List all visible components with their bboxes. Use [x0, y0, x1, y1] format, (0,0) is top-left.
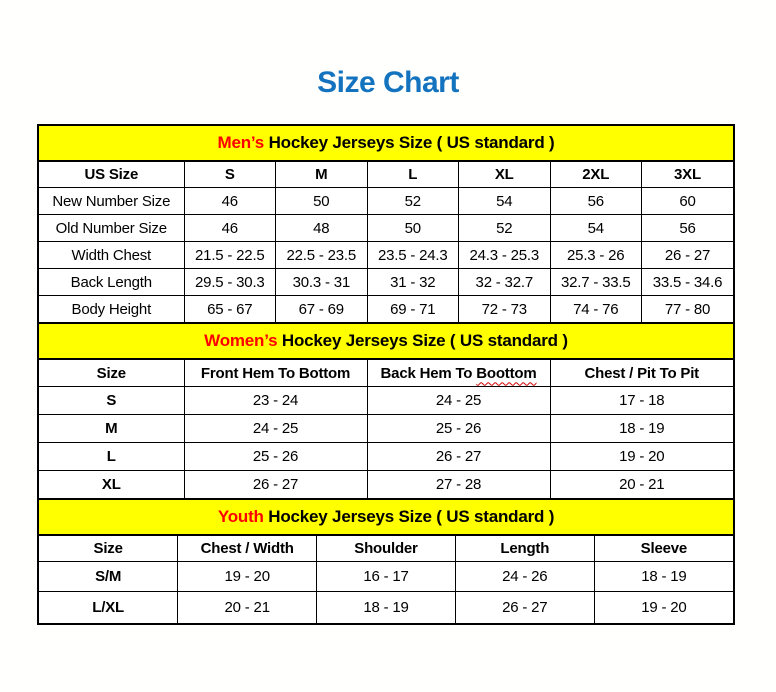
size-value: 54	[459, 188, 550, 215]
size-value: 18 - 19	[317, 592, 456, 624]
size-value: 25.3 - 26	[550, 242, 641, 269]
youth-table-header	[39, 536, 733, 562]
size-value: 21.5 - 22.5	[184, 242, 275, 269]
mens-size-table	[39, 162, 733, 322]
row-label: New Number Size	[39, 188, 184, 215]
mens-banner-highlight: Men’s	[217, 133, 265, 152]
header-row	[39, 162, 733, 188]
column-header: Chest / Width	[178, 536, 317, 562]
size-value: 48	[276, 215, 367, 242]
misspelled-word: Boottom	[476, 364, 537, 382]
size-value: 60	[641, 188, 733, 215]
size-value: 52	[459, 215, 550, 242]
size-value: 69 - 71	[367, 296, 458, 323]
header-row	[39, 536, 733, 562]
column-header: Size	[39, 536, 178, 562]
youth-table-body	[39, 562, 733, 624]
size-value: 24 - 25	[367, 387, 550, 415]
size-value: 24 - 26	[455, 562, 594, 592]
size-value: 26 - 27	[641, 242, 733, 269]
size-value: 33.5 - 34.6	[641, 269, 733, 296]
size-value: 65 - 67	[184, 296, 275, 323]
size-value: 46	[184, 188, 275, 215]
youth-table-banner	[39, 498, 733, 536]
size-value: 74 - 76	[550, 296, 641, 323]
size-value: 77 - 80	[641, 296, 733, 323]
size-value: 17 - 18	[550, 387, 733, 415]
size-value: 72 - 73	[459, 296, 550, 323]
size-value: 24 - 25	[184, 415, 367, 443]
table-row	[39, 592, 733, 624]
column-header: Chest / Pit To Pit	[550, 360, 733, 387]
size-value: 19 - 20	[550, 443, 733, 471]
size-value: 25 - 26	[184, 443, 367, 471]
size-value: 20 - 21	[178, 592, 317, 624]
column-header: L	[367, 162, 458, 188]
column-header: US Size	[39, 162, 184, 188]
page-title: Size Chart	[317, 66, 459, 99]
youth-banner-highlight: Youth	[217, 507, 264, 526]
womens-table-body	[39, 387, 733, 499]
column-header: Front Hem To Bottom	[184, 360, 367, 387]
row-label: Body Height	[39, 296, 184, 323]
size-value: 31 - 32	[367, 269, 458, 296]
youth-size-table	[39, 536, 733, 623]
row-label: Width Chest	[39, 242, 184, 269]
row-label: Back Length	[39, 269, 184, 296]
table-row	[39, 269, 733, 296]
table-row	[39, 188, 733, 215]
size-value: 50	[276, 188, 367, 215]
womens-size-section	[39, 322, 733, 498]
size-value: 26 - 27	[184, 471, 367, 499]
size-value: 67 - 69	[276, 296, 367, 323]
size-value: 26 - 27	[367, 443, 550, 471]
column-header: Sleeve	[594, 536, 733, 562]
table-row	[39, 415, 733, 443]
size-value: 18 - 19	[594, 562, 733, 592]
youth-banner-text: Hockey Jerseys Size ( US standard )	[263, 507, 555, 526]
row-label: S/M	[39, 562, 178, 592]
size-chart-table-group	[37, 124, 735, 625]
size-value: 46	[184, 215, 275, 242]
size-value: 24.3 - 25.3	[459, 242, 550, 269]
size-value: 56	[550, 188, 641, 215]
row-label: L	[39, 443, 184, 471]
size-value: 19 - 20	[178, 562, 317, 592]
size-value: 22.5 - 23.5	[276, 242, 367, 269]
row-label: S	[39, 387, 184, 415]
column-header: M	[276, 162, 367, 188]
column-header: S	[184, 162, 275, 188]
mens-size-section	[39, 126, 733, 322]
column-header: Shoulder	[317, 536, 456, 562]
column-header: Back Hem To Boottom	[367, 360, 550, 387]
size-value: 54	[550, 215, 641, 242]
size-value: 52	[367, 188, 458, 215]
size-value: 32 - 32.7	[459, 269, 550, 296]
size-value: 23.5 - 24.3	[367, 242, 458, 269]
mens-table-body	[39, 188, 733, 323]
column-header: Length	[455, 536, 594, 562]
row-label: M	[39, 415, 184, 443]
size-value: 16 - 17	[317, 562, 456, 592]
row-label: Old Number Size	[39, 215, 184, 242]
size-value: 25 - 26	[367, 415, 550, 443]
size-value: 27 - 28	[367, 471, 550, 499]
mens-table-banner	[39, 126, 733, 162]
header-row	[39, 360, 733, 387]
size-value: 26 - 27	[455, 592, 594, 624]
column-header: 3XL	[641, 162, 733, 188]
column-header: 2XL	[550, 162, 641, 188]
womens-banner-highlight: Women’s	[204, 331, 278, 350]
table-row	[39, 296, 733, 323]
youth-size-section	[39, 498, 733, 623]
table-row	[39, 471, 733, 499]
column-header: XL	[459, 162, 550, 188]
size-value: 29.5 - 30.3	[184, 269, 275, 296]
table-row	[39, 242, 733, 269]
mens-banner-text: Hockey Jerseys Size ( US standard )	[264, 133, 555, 152]
size-value: 30.3 - 31	[276, 269, 367, 296]
row-label: L/XL	[39, 592, 178, 624]
table-row	[39, 562, 733, 592]
mens-table-header	[39, 162, 733, 188]
size-value: 50	[367, 215, 458, 242]
womens-table-banner	[39, 322, 733, 360]
womens-banner-text: Hockey Jerseys Size ( US standard )	[277, 331, 568, 350]
womens-table-header	[39, 360, 733, 387]
size-value: 23 - 24	[184, 387, 367, 415]
column-header: Size	[39, 360, 184, 387]
size-value: 19 - 20	[594, 592, 733, 624]
table-row	[39, 387, 733, 415]
row-label: XL	[39, 471, 184, 499]
table-row	[39, 443, 733, 471]
table-row	[39, 215, 733, 242]
size-value: 18 - 19	[550, 415, 733, 443]
size-value: 56	[641, 215, 733, 242]
womens-size-table	[39, 360, 733, 498]
size-value: 20 - 21	[550, 471, 733, 499]
size-value: 32.7 - 33.5	[550, 269, 641, 296]
